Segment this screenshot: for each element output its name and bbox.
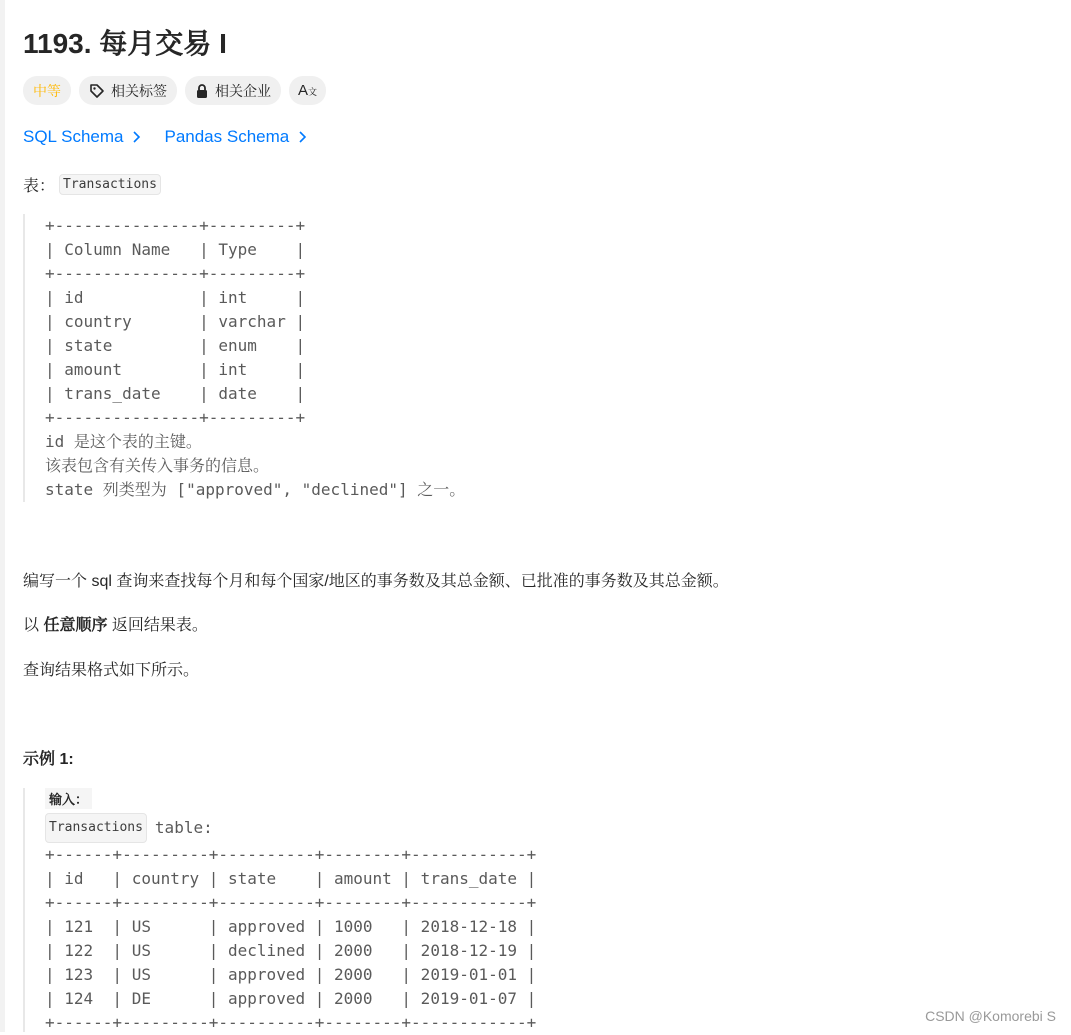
chevron-right-icon	[298, 130, 308, 144]
related-companies-button[interactable]	[185, 76, 281, 105]
example-table-text: +------+---------+----------+--------+------------+ | id | country | state | amount | trans_date | +------+---------+----------+--------+------------+ | 121 | US | approved | 1000 | 2018-12-18 | | 122 | US | declined | 2000 | 2018-12-19 | | 123 | US | approved | 2000 | 2019-01-01 | | 124 | DE | approved | 2000 | 2019-01-07 | +------+---------+----------+--------+------------+	[45, 845, 537, 1032]
description-text: 编写一个 sql 查询来查找每个月和每个国家/地区的事务数及其总金额、已批准的事务数及其总金额。	[23, 573, 729, 590]
left-divider	[0, 0, 5, 1032]
example-table-caption: Transactions table:	[45, 813, 536, 843]
order-emphasis: 任意顺序	[43, 617, 108, 634]
related-tags-label: 相关标签	[111, 82, 167, 99]
schema-block	[23, 214, 465, 502]
format-note: 查询结果格式如下所示。	[23, 662, 200, 679]
tag-bar	[23, 76, 326, 105]
example-title: 示例 1:	[23, 751, 74, 768]
related-tags-button[interactable]	[79, 76, 177, 105]
input-label: 输入：	[45, 788, 92, 809]
pandas-schema-link[interactable]: Pandas Schema	[164, 127, 308, 147]
tag-icon	[89, 83, 105, 99]
table-intro: 表： Transactions	[23, 173, 161, 196]
problem-title: 1193. 每月交易 I	[23, 28, 227, 59]
schema-text: +---------------+---------+ | Column Name | Type | +---------------+---------+ | id | int | | country | varchar | | state | enum | | amount | int | | trans_date | date | +---------------+---------+ id 是这个表的主键。 该表包含有关传入事务的信息。 state 列类型为 ["approved", "declined"] 之一。	[45, 216, 466, 499]
order-note: 以 任意顺序 返回结果表。	[23, 617, 208, 634]
translate-button[interactable]	[289, 76, 326, 105]
chevron-right-icon	[132, 130, 142, 144]
schema-links	[23, 127, 308, 147]
example-block	[23, 788, 536, 1032]
watermark: CSDN @Komorebi S	[925, 1008, 1056, 1024]
sql-schema-link[interactable]: SQL Schema	[23, 127, 142, 147]
lock-icon	[195, 83, 209, 99]
difficulty-badge[interactable]: 中等	[23, 76, 71, 105]
example-table-name: Transactions	[45, 813, 147, 843]
table-name-code: Transactions	[59, 174, 161, 195]
translate-icon: A 文	[298, 82, 318, 99]
related-companies-label: 相关企业	[215, 82, 271, 99]
